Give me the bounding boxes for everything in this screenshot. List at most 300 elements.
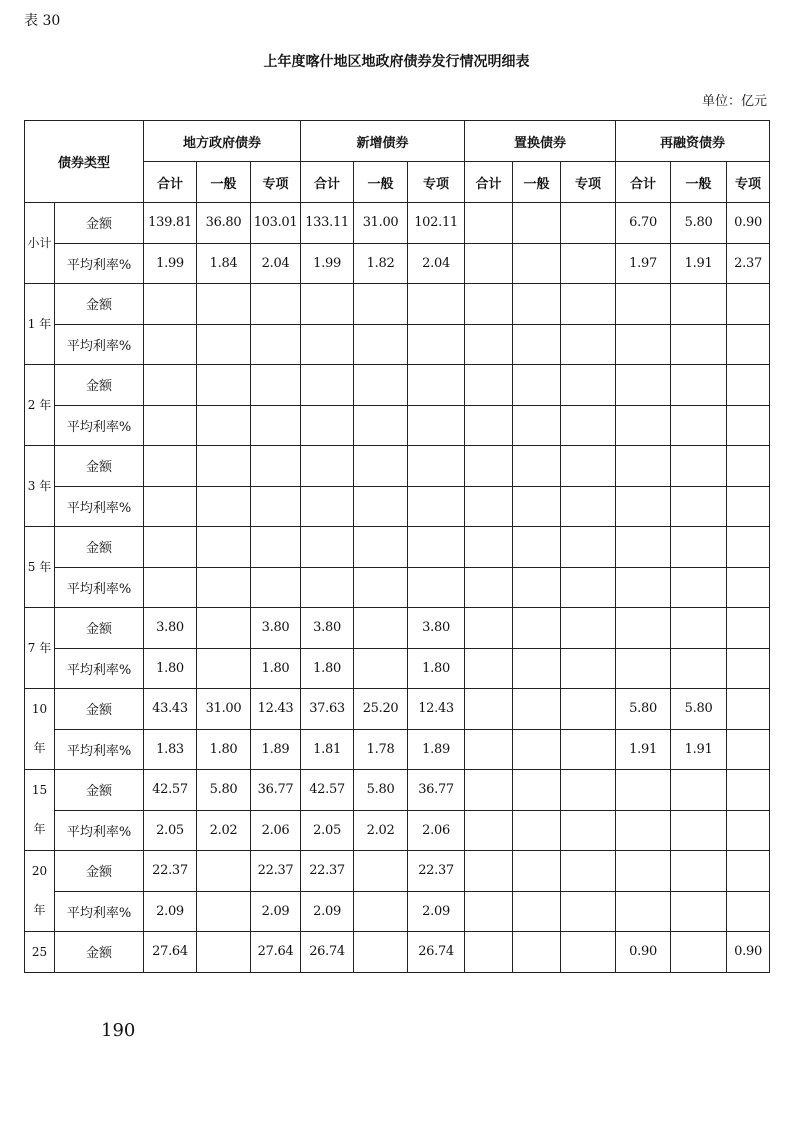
value-cell [561, 810, 616, 851]
sub-header-cell: 一般 [197, 162, 251, 203]
value-cell [408, 284, 465, 325]
sub-header-cell: 一般 [354, 162, 408, 203]
value-cell [616, 284, 671, 325]
period-cell [25, 689, 55, 770]
value-cell: 1.84 [197, 243, 251, 284]
value-cell [513, 446, 561, 487]
value-cell [561, 770, 616, 811]
metric-label: 金额 [55, 770, 144, 811]
value-cell: 3.80 [301, 608, 354, 649]
value-cell: 1.78 [354, 729, 408, 770]
sub-header-cell: 专项 [408, 162, 465, 203]
value-cell [144, 365, 197, 406]
value-cell: 12.43 [408, 689, 465, 730]
metric-label: 金额 [55, 689, 144, 730]
period-cell [25, 932, 55, 973]
value-cell [671, 770, 727, 811]
value-cell [727, 648, 770, 689]
value-cell [671, 365, 727, 406]
value-cell [727, 486, 770, 527]
value-cell: 1.83 [144, 729, 197, 770]
value-cell: 1.82 [354, 243, 408, 284]
group-header-replacement: 置换债券 [465, 121, 616, 162]
value-cell [727, 324, 770, 365]
value-cell [301, 365, 354, 406]
value-cell [354, 365, 408, 406]
value-cell: 5.80 [616, 689, 671, 730]
period-label: 25 [31, 944, 48, 959]
value-cell [465, 365, 513, 406]
value-cell [197, 486, 251, 527]
value-cell [354, 851, 408, 892]
value-cell: 26.74 [408, 932, 465, 973]
value-cell: 2.05 [301, 810, 354, 851]
value-cell: 133.11 [301, 203, 354, 244]
value-cell: 1.81 [301, 729, 354, 770]
value-cell: 22.37 [144, 851, 197, 892]
value-cell [197, 324, 251, 365]
period-unit: 年 [33, 741, 46, 756]
group-header-refinancing: 再融资债券 [616, 121, 770, 162]
value-cell [465, 851, 513, 892]
table-row [25, 770, 770, 811]
value-cell [727, 770, 770, 811]
value-cell: 1.80 [197, 729, 251, 770]
value-cell [465, 567, 513, 608]
value-cell: 3.80 [251, 608, 301, 649]
value-cell [727, 851, 770, 892]
value-cell [354, 891, 408, 932]
table-row [25, 365, 770, 406]
period-cell [25, 851, 55, 932]
value-cell [671, 891, 727, 932]
value-cell [513, 567, 561, 608]
value-cell [513, 729, 561, 770]
value-cell [465, 284, 513, 325]
value-cell: 2.06 [408, 810, 465, 851]
metric-label: 平均利率% [55, 729, 144, 770]
value-cell [465, 689, 513, 730]
table-row [25, 486, 770, 527]
value-cell: 5.80 [671, 689, 727, 730]
value-cell [561, 648, 616, 689]
value-cell [251, 405, 301, 446]
value-cell [354, 324, 408, 365]
value-cell [465, 770, 513, 811]
value-cell [251, 324, 301, 365]
value-cell [465, 810, 513, 851]
sub-header-cell: 一般 [513, 162, 561, 203]
value-cell [616, 891, 671, 932]
value-cell [513, 689, 561, 730]
value-cell: 0.90 [616, 932, 671, 973]
metric-label: 金额 [55, 284, 144, 325]
value-cell [301, 446, 354, 487]
metric-label: 平均利率% [55, 243, 144, 284]
value-cell [616, 567, 671, 608]
value-cell: 31.00 [354, 203, 408, 244]
value-cell [465, 243, 513, 284]
value-cell: 2.09 [251, 891, 301, 932]
period-unit: 年 [33, 822, 46, 837]
value-cell [561, 405, 616, 446]
value-cell [671, 405, 727, 446]
value-cell: 102.11 [408, 203, 465, 244]
table-row [25, 810, 770, 851]
value-cell [727, 527, 770, 568]
value-cell: 5.80 [197, 770, 251, 811]
value-cell [561, 365, 616, 406]
value-cell: 1.97 [616, 243, 671, 284]
value-cell [616, 446, 671, 487]
metric-label: 平均利率% [55, 810, 144, 851]
value-cell [354, 527, 408, 568]
table-row [25, 203, 770, 244]
value-cell [465, 203, 513, 244]
value-cell [513, 324, 561, 365]
value-cell [561, 243, 616, 284]
period-label: 5 年 [27, 560, 52, 574]
value-cell [671, 851, 727, 892]
value-cell: 1.80 [144, 648, 197, 689]
value-cell [616, 324, 671, 365]
table-row [25, 851, 770, 892]
value-cell [561, 891, 616, 932]
value-cell [144, 486, 197, 527]
value-cell [671, 324, 727, 365]
value-cell: 1.91 [671, 243, 727, 284]
metric-label: 平均利率% [55, 324, 144, 365]
value-cell [251, 486, 301, 527]
value-cell [513, 648, 561, 689]
value-cell: 36.77 [251, 770, 301, 811]
period-cell [25, 527, 55, 608]
value-cell: 25.20 [354, 689, 408, 730]
value-cell [251, 567, 301, 608]
metric-label: 金额 [55, 446, 144, 487]
value-cell: 6.70 [616, 203, 671, 244]
value-cell [513, 243, 561, 284]
value-cell [561, 932, 616, 973]
value-cell [301, 486, 354, 527]
value-cell [354, 446, 408, 487]
value-cell: 36.77 [408, 770, 465, 811]
period-cell [25, 446, 55, 527]
value-cell: 2.02 [354, 810, 408, 851]
value-cell: 42.57 [144, 770, 197, 811]
value-cell [408, 527, 465, 568]
value-cell [354, 932, 408, 973]
table-number: 表 30 [24, 13, 61, 29]
value-cell: 1.91 [671, 729, 727, 770]
value-cell [561, 527, 616, 568]
value-cell [354, 284, 408, 325]
value-cell [727, 284, 770, 325]
table-row [25, 689, 770, 730]
value-cell: 1.91 [616, 729, 671, 770]
value-cell [671, 446, 727, 487]
value-cell [727, 891, 770, 932]
value-cell [197, 365, 251, 406]
value-cell [465, 486, 513, 527]
value-cell: 139.81 [144, 203, 197, 244]
value-cell [144, 567, 197, 608]
value-cell: 3.80 [144, 608, 197, 649]
sub-header-cell: 合计 [616, 162, 671, 203]
table-row [25, 284, 770, 325]
sub-header-cell: 专项 [561, 162, 616, 203]
metric-label: 金额 [55, 932, 144, 973]
value-cell [408, 446, 465, 487]
value-cell [513, 365, 561, 406]
value-cell [354, 486, 408, 527]
value-cell [561, 689, 616, 730]
value-cell [197, 648, 251, 689]
metric-label: 金额 [55, 365, 144, 406]
value-cell [408, 486, 465, 527]
value-cell [251, 365, 301, 406]
value-cell [197, 405, 251, 446]
value-cell [465, 324, 513, 365]
value-cell: 43.43 [144, 689, 197, 730]
value-cell: 22.37 [251, 851, 301, 892]
value-cell: 0.90 [727, 203, 770, 244]
value-cell [727, 365, 770, 406]
value-cell [513, 608, 561, 649]
metric-label: 金额 [55, 608, 144, 649]
value-cell: 2.04 [408, 243, 465, 284]
value-cell: 37.63 [301, 689, 354, 730]
value-cell [197, 527, 251, 568]
value-cell: 2.02 [197, 810, 251, 851]
value-cell [354, 608, 408, 649]
value-cell [671, 810, 727, 851]
value-cell [671, 284, 727, 325]
value-cell: 1.80 [408, 648, 465, 689]
value-cell: 5.80 [671, 203, 727, 244]
metric-label: 平均利率% [55, 648, 144, 689]
bond-issuance-table [24, 120, 770, 973]
table-row [25, 608, 770, 649]
value-cell [465, 608, 513, 649]
value-cell [144, 405, 197, 446]
page-number: 190 [101, 1020, 136, 1041]
value-cell [513, 891, 561, 932]
page-title: 上年度喀什地区地政府债券发行情况明细表 [263, 54, 530, 70]
value-cell [513, 203, 561, 244]
sub-header-cell: 专项 [251, 162, 301, 203]
period-label: 20 [31, 863, 48, 878]
value-cell [616, 486, 671, 527]
value-cell [465, 891, 513, 932]
value-cell [465, 648, 513, 689]
metric-label: 平均利率% [55, 891, 144, 932]
value-cell [513, 770, 561, 811]
value-cell [197, 446, 251, 487]
value-cell: 27.64 [251, 932, 301, 973]
group-header-new: 新增债券 [301, 121, 465, 162]
value-cell [616, 851, 671, 892]
value-cell [561, 203, 616, 244]
table-row [25, 567, 770, 608]
value-cell [671, 648, 727, 689]
sub-header-cell: 合计 [144, 162, 197, 203]
metric-label: 金额 [55, 203, 144, 244]
sub-header-cell: 合计 [301, 162, 354, 203]
value-cell [671, 567, 727, 608]
value-cell: 1.99 [301, 243, 354, 284]
value-cell: 1.80 [301, 648, 354, 689]
value-cell [513, 810, 561, 851]
value-cell [251, 527, 301, 568]
value-cell [251, 284, 301, 325]
value-cell [561, 446, 616, 487]
period-cell [25, 770, 55, 851]
metric-label: 金额 [55, 527, 144, 568]
sub-header-cell: 专项 [727, 162, 770, 203]
period-label: 7 年 [27, 641, 52, 655]
value-cell [513, 486, 561, 527]
value-cell: 1.80 [251, 648, 301, 689]
sub-header-cell: 一般 [671, 162, 727, 203]
value-cell: 0.90 [727, 932, 770, 973]
value-cell [197, 932, 251, 973]
value-cell: 1.99 [144, 243, 197, 284]
value-cell [408, 365, 465, 406]
value-cell: 1.89 [408, 729, 465, 770]
value-cell: 2.04 [251, 243, 301, 284]
value-cell [513, 405, 561, 446]
bond-type-header: 债券类型 [25, 121, 144, 203]
table-row [25, 243, 770, 284]
value-cell [197, 891, 251, 932]
value-cell [197, 284, 251, 325]
value-cell: 2.06 [251, 810, 301, 851]
value-cell: 3.80 [408, 608, 465, 649]
value-cell [465, 932, 513, 973]
value-cell: 103.01 [251, 203, 301, 244]
unit-label: 单位：亿元 [701, 94, 767, 109]
table-row [25, 648, 770, 689]
period-cell [25, 365, 55, 446]
value-cell: 27.64 [144, 932, 197, 973]
value-cell [727, 405, 770, 446]
period-label: 10 [31, 701, 48, 716]
value-cell: 12.43 [251, 689, 301, 730]
value-cell: 22.37 [301, 851, 354, 892]
period-label: 小计 [27, 236, 52, 250]
period-cell [25, 608, 55, 689]
value-cell: 2.09 [144, 891, 197, 932]
table-row [25, 932, 770, 973]
value-cell [727, 689, 770, 730]
value-cell [513, 527, 561, 568]
value-cell [251, 446, 301, 487]
value-cell [727, 729, 770, 770]
value-cell [354, 567, 408, 608]
value-cell [513, 851, 561, 892]
value-cell [144, 446, 197, 487]
value-cell: 1.89 [251, 729, 301, 770]
group-header-local-gov: 地方政府债券 [144, 121, 301, 162]
value-cell [513, 932, 561, 973]
value-cell: 5.80 [354, 770, 408, 811]
value-cell [561, 486, 616, 527]
value-cell [465, 446, 513, 487]
value-cell [144, 324, 197, 365]
table-row [25, 891, 770, 932]
value-cell [616, 365, 671, 406]
value-cell [354, 648, 408, 689]
value-cell: 2.05 [144, 810, 197, 851]
sub-header-cell: 合计 [465, 162, 513, 203]
value-cell [301, 405, 354, 446]
value-cell [616, 405, 671, 446]
value-cell [197, 851, 251, 892]
period-unit: 年 [33, 903, 46, 918]
value-cell [616, 810, 671, 851]
period-label: 15 [31, 782, 48, 797]
value-cell: 26.74 [301, 932, 354, 973]
value-cell [197, 567, 251, 608]
value-cell [144, 527, 197, 568]
value-cell [671, 608, 727, 649]
value-cell [727, 446, 770, 487]
value-cell [408, 405, 465, 446]
value-cell [465, 405, 513, 446]
value-cell: 31.00 [197, 689, 251, 730]
metric-label: 平均利率% [55, 567, 144, 608]
value-cell [301, 284, 354, 325]
value-cell: 22.37 [408, 851, 465, 892]
value-cell [561, 284, 616, 325]
table-row [25, 324, 770, 365]
value-cell: 36.80 [197, 203, 251, 244]
value-cell [561, 324, 616, 365]
value-cell: 2.09 [408, 891, 465, 932]
metric-label: 金额 [55, 851, 144, 892]
value-cell [616, 770, 671, 811]
value-cell [616, 527, 671, 568]
value-cell [301, 527, 354, 568]
value-cell [301, 567, 354, 608]
value-cell [561, 608, 616, 649]
value-cell [727, 810, 770, 851]
period-label: 1 年 [27, 317, 52, 331]
value-cell [354, 405, 408, 446]
metric-label: 平均利率% [55, 405, 144, 446]
value-cell [616, 648, 671, 689]
value-cell [561, 567, 616, 608]
value-cell [197, 608, 251, 649]
period-label: 3 年 [27, 479, 52, 493]
value-cell [671, 932, 727, 973]
value-cell: 42.57 [301, 770, 354, 811]
value-cell: 2.09 [301, 891, 354, 932]
value-cell: 2.37 [727, 243, 770, 284]
value-cell [671, 486, 727, 527]
table-row [25, 729, 770, 770]
metric-label: 平均利率% [55, 486, 144, 527]
value-cell [727, 567, 770, 608]
value-cell [408, 567, 465, 608]
value-cell [465, 527, 513, 568]
value-cell [561, 851, 616, 892]
table-row [25, 446, 770, 487]
period-cell [25, 203, 55, 284]
value-cell [561, 729, 616, 770]
value-cell [513, 284, 561, 325]
